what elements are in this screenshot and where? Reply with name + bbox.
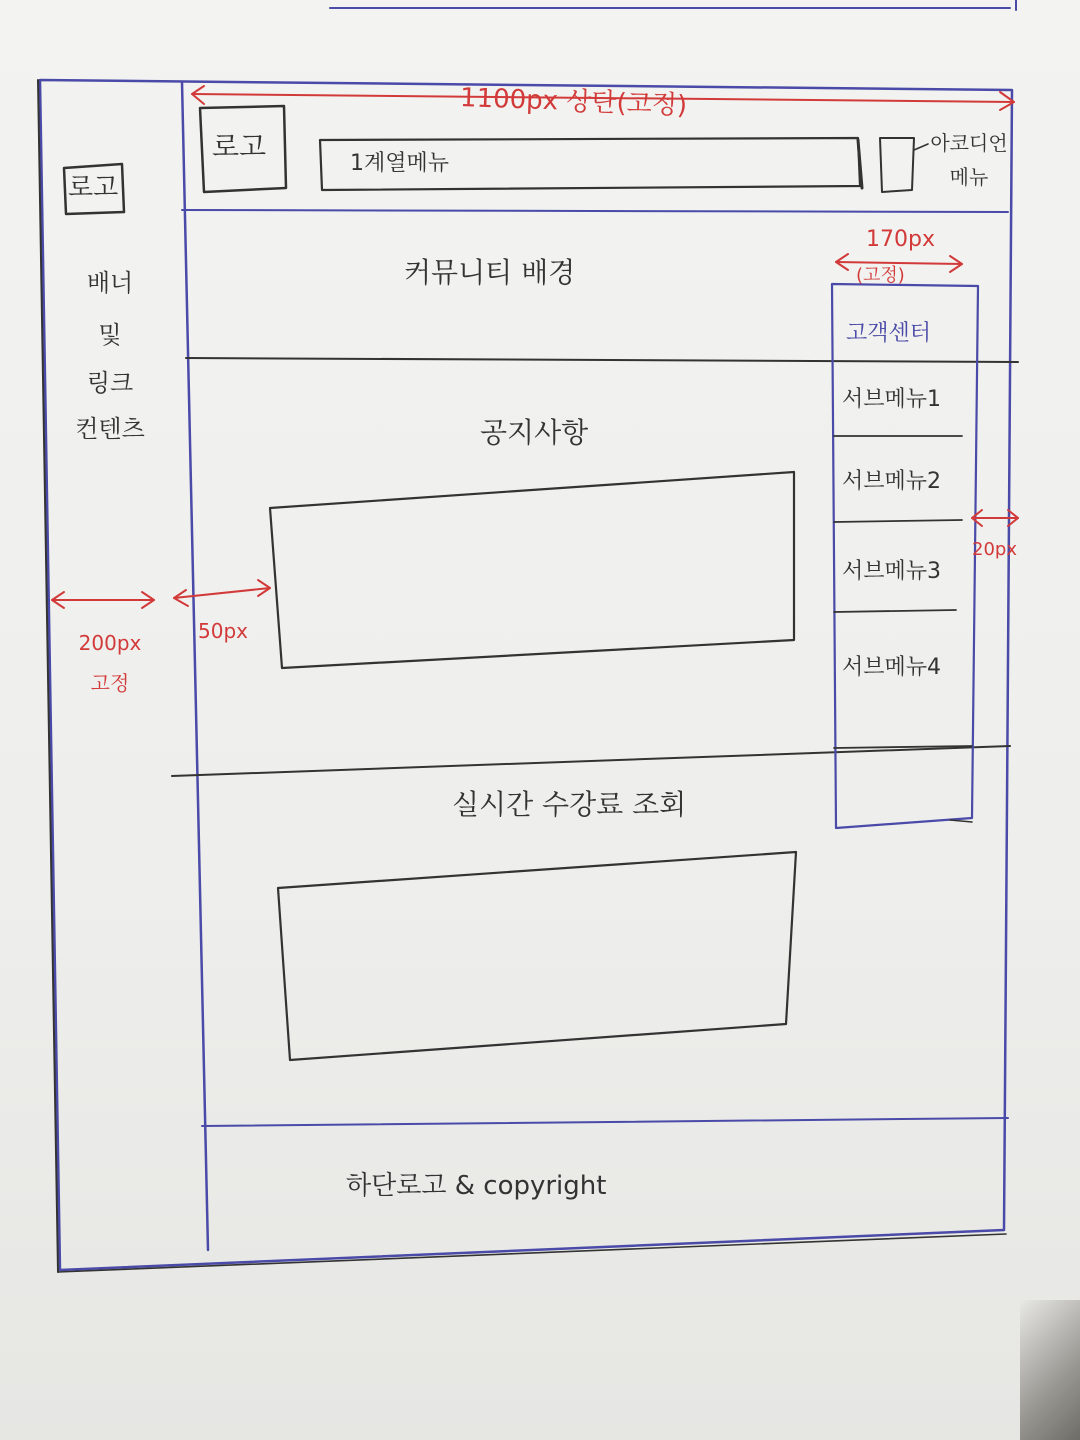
- sidebar-content-line: 컨텐츠: [75, 415, 145, 443]
- accordion-box: [880, 138, 914, 192]
- sidebar-logo: 로고: [68, 173, 119, 203]
- header-width-label: 1100px 상단(고정): [459, 83, 688, 121]
- realtime-title: 실시간 수강료 조회: [452, 788, 687, 821]
- realtime-content-box: [278, 852, 796, 1060]
- sidebar-content-line: 및: [98, 321, 122, 349]
- notice-divider: [172, 746, 1010, 776]
- submenu-item: 서브메뉴4: [842, 655, 942, 680]
- notice-title: 공지사항: [480, 416, 589, 449]
- panel-title: 고객센터: [846, 321, 932, 346]
- submenu-item: 서브메뉴1: [842, 387, 942, 412]
- header-logo: 로고: [212, 130, 267, 163]
- community-title: 커뮤니티 배경: [404, 256, 576, 289]
- sidebar-content-line: 링크: [86, 369, 134, 397]
- panel-width-label: 170px: [866, 227, 935, 252]
- sidebar-width-label: 200px: [78, 631, 142, 655]
- sidebar-divider: [182, 82, 208, 1250]
- footer-divider: [202, 1118, 1008, 1126]
- notice-content-box: [270, 472, 794, 668]
- header-divider: [182, 210, 1008, 212]
- sidebar-fixed-label: 고정: [90, 671, 130, 695]
- footer-text: 하단로고 & copyright: [346, 1171, 607, 1201]
- accordion-line: 아코디언: [930, 131, 1008, 155]
- community-divider: [186, 358, 1018, 362]
- panel-fixed-label: (고정): [856, 265, 905, 286]
- sidebar-content-line: 배너: [86, 269, 134, 297]
- submenu-item: 서브메뉴3: [842, 559, 942, 584]
- submenu-item: 서브메뉴2: [842, 469, 942, 494]
- accordion-line: 메뉴: [949, 165, 989, 189]
- main-menu-label: 1계열메뉴: [350, 151, 450, 176]
- sidebar-content: [60, 270, 160, 442]
- panel-gap-label: 20px: [972, 539, 1017, 560]
- panel-width-arrow: [836, 262, 962, 264]
- margin-label: 50px: [198, 619, 248, 643]
- margin-arrow: [174, 588, 270, 598]
- accordion-menu-label: [924, 132, 1014, 188]
